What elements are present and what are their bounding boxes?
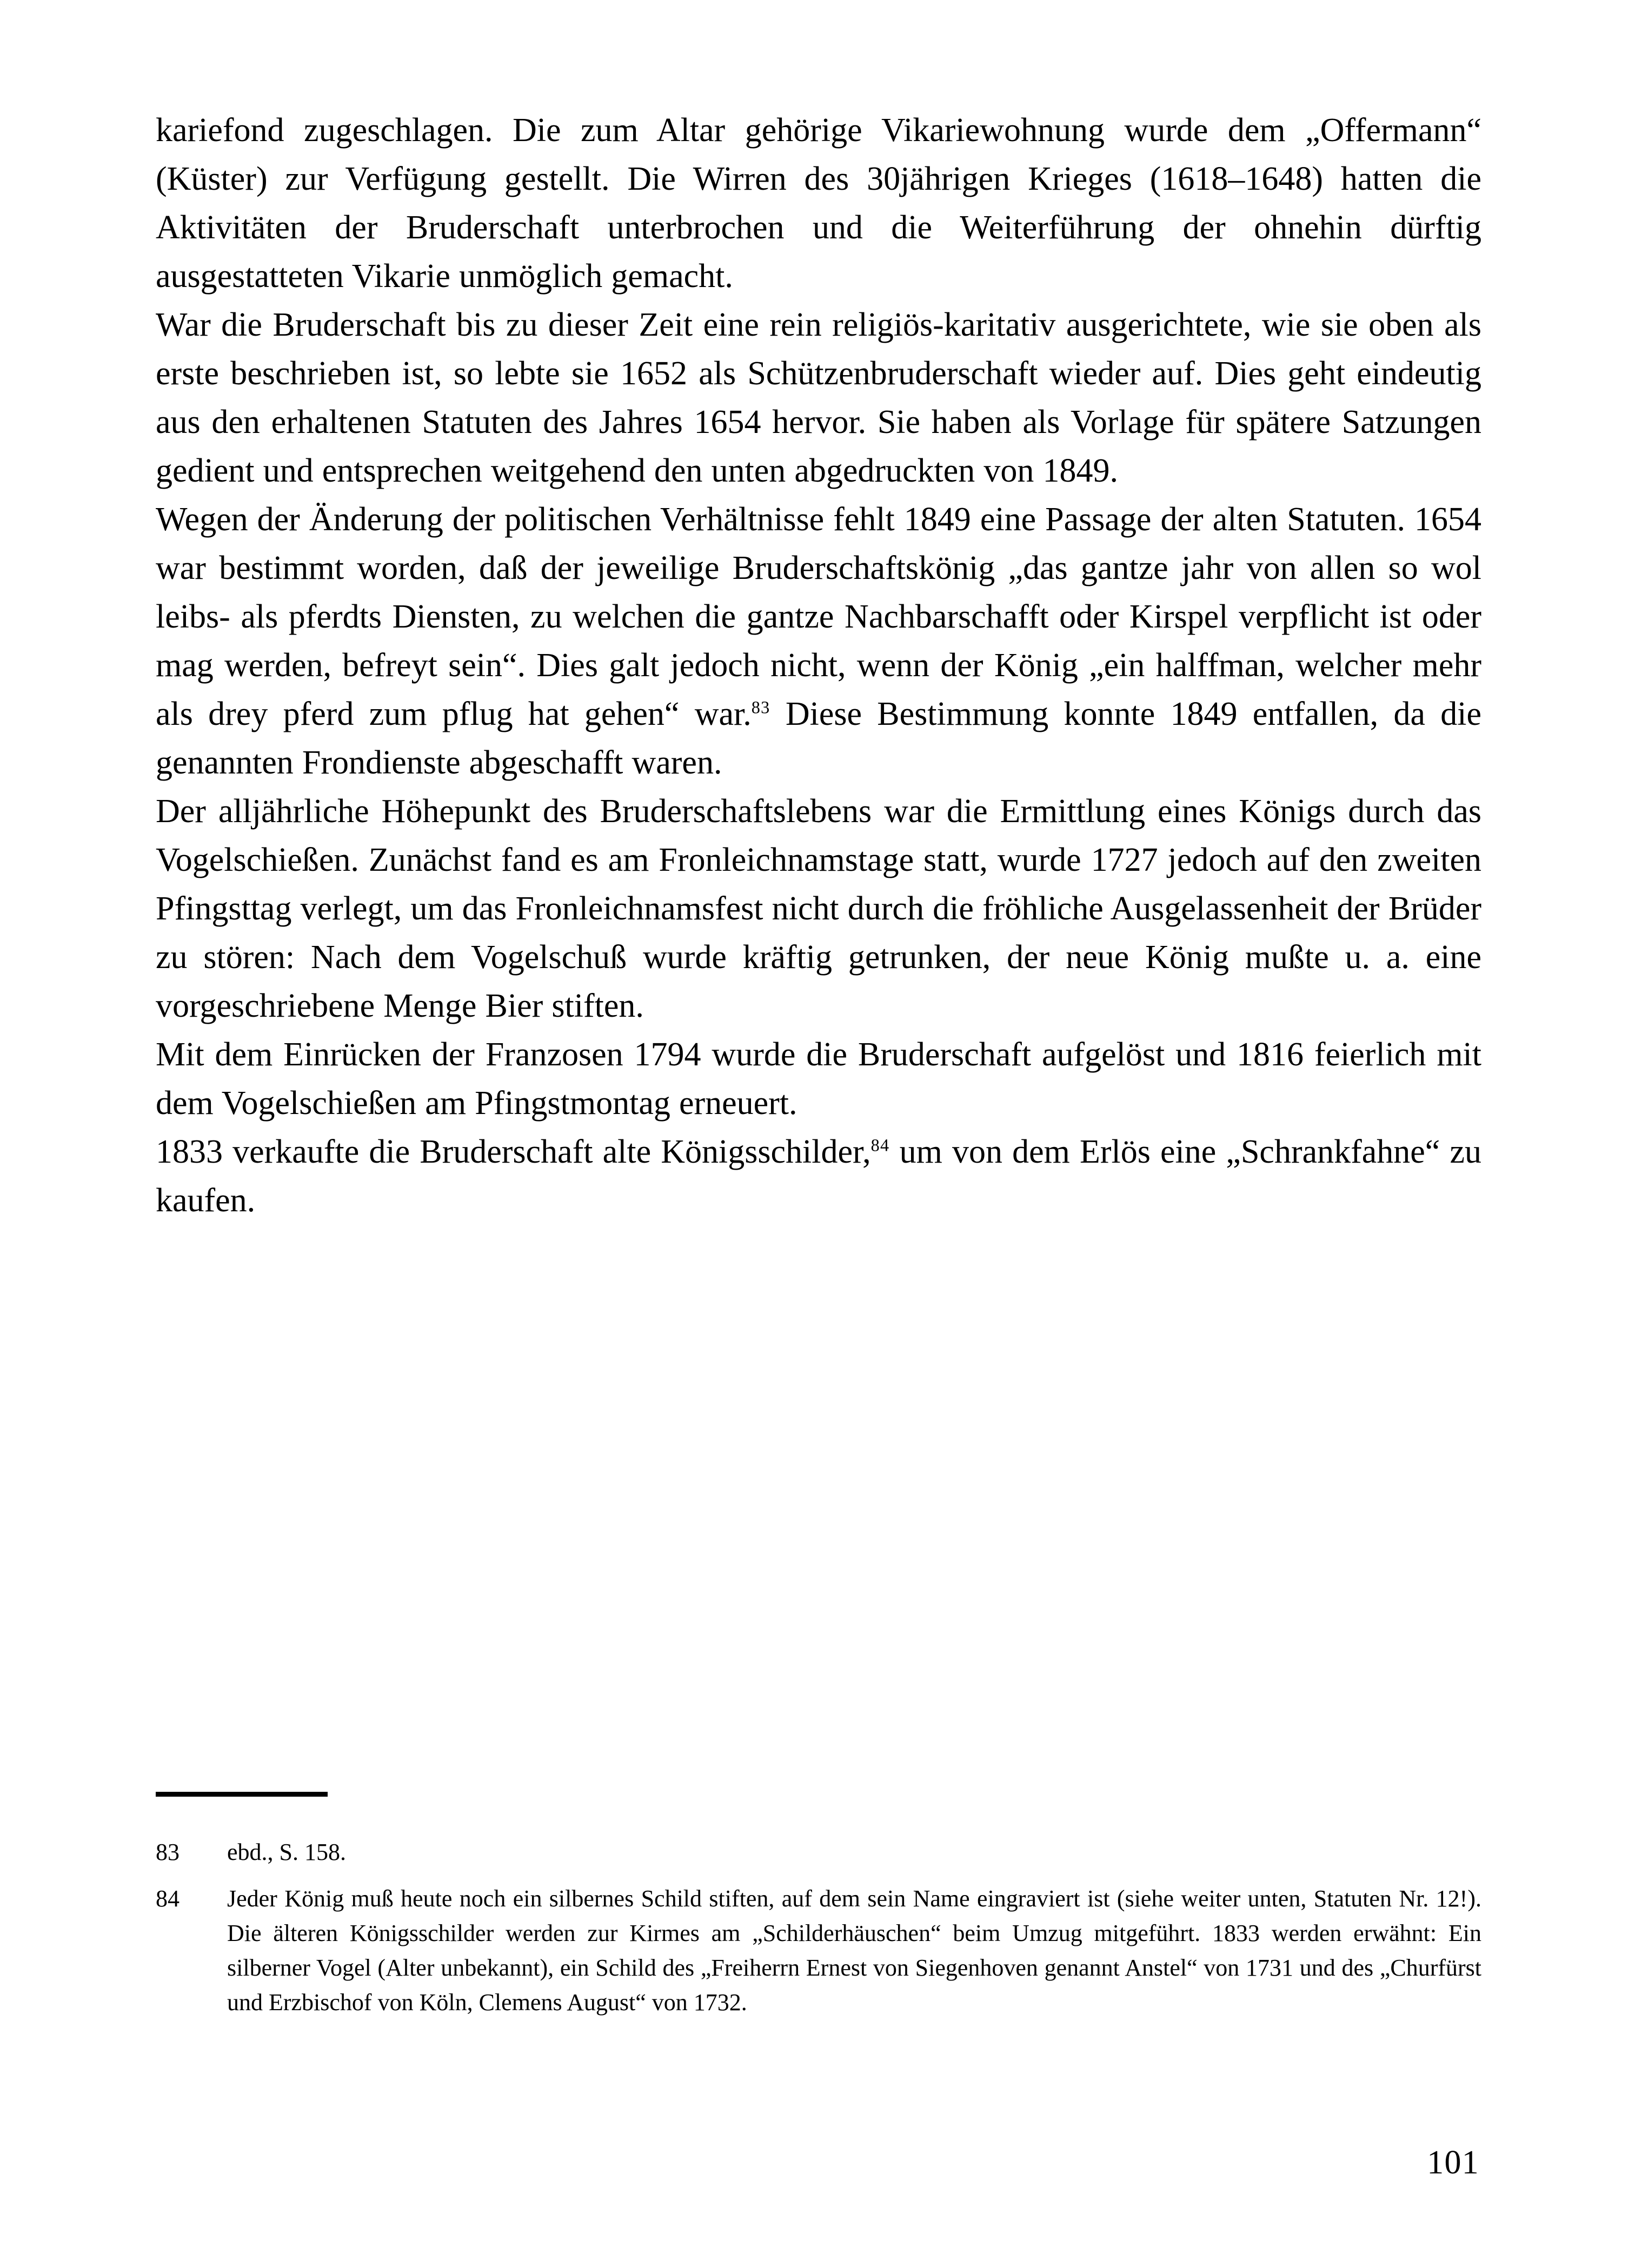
footnote-reference-84[interactable]: 84 <box>870 1135 890 1155</box>
paragraph-koenigsschilder-1833-text-before-footnote: 1833 verkaufte die Bruderschaft alte Königsschilder, <box>156 1133 871 1170</box>
footnote-reference-83[interactable]: 83 <box>751 697 770 717</box>
footnote-84-number: 84 <box>156 1885 180 1912</box>
footnote-83-number: 83 <box>156 1839 180 1865</box>
footnote-separator-rule <box>156 1792 328 1797</box>
paragraph-statuten-1849 <box>156 495 1481 787</box>
page-number: 101 <box>1427 2144 1479 2181</box>
body-text-column <box>156 106 1481 1225</box>
footnote-list <box>156 1835 1481 2032</box>
paragraph-statuten-1849-text-after-footnote: Diese Bestimmung konnte 1849 entfallen, da die genannten Frondienste abgeschafft waren. <box>156 696 1481 781</box>
footnote-84-text: Jeder König muß heute noch ein silbernes Schild stiften, auf dem sein Name eingraviert ist (siehe weiter unten, Statuten Nr. 12!). Die älteren Königsschilder werden zur Kirmes am „Schilderhäuschen“ beim Umzug mitgeführt. 1833 werden erwähnt: Ein silberner Vogel (Alter unbekannt), ein Schild des „Freiherrn Ernest von Siegenhoven genannt Anstel“ von 1731 und des „Churfürst und Erzbischof von Köln, Clemens August“ von 1732. <box>227 1885 1481 2016</box>
footnote-84 <box>156 1882 1481 2020</box>
paragraph-franzosen-1794: Mit dem Einrücken der Franzosen 1794 wurde die Bruderschaft aufgelöst und 1816 feierlich mit dem Vogelschießen am Pfingstmontag erneuert. <box>156 1036 1481 1122</box>
paragraph-schuetzenbruderschaft: War die Bruderschaft bis zu dieser Zeit eine rein religiös-karitativ ausgerichtete, wie sie oben als erste beschrieben ist, so lebte sie 1652 als Schützenbruderschaft wieder auf. Dies geht eindeutig aus den erhaltenen Statuten des Jahres 1654 hervor. Sie haben als Vorlage für spätere Satzungen gedient und entsprechen weitgehend den unten abgedruckten von 1849. <box>156 306 1481 489</box>
paragraph-koenigsschilder-1833 <box>156 1128 1481 1225</box>
paragraph-vikariewohnung: kariefond zugeschlagen. Die zum Altar gehörige Vikariewohnung wurde dem „Offermann“ (Küster) zur Verfügung gestellt. Die Wirren des 30jährigen Krieges (1618–1648) hatten die Aktivitäten der Bruderschaft unterbrochen und die Weiterführung der ohnehin dürftig ausgestatteten Vikarie unmöglich gemacht. <box>156 112 1481 295</box>
footnote-83-text: ebd., S. 158. <box>227 1839 346 1865</box>
paragraph-statuten-1849-text-before-footnote: Wegen der Änderung der politischen Verhältnisse fehlt 1849 eine Passage der alten Statuten. 1654 war bestimmt worden, daß der jeweilige Bruderschaftskönig „das gantze jahr von allen so wol leibs- als pferdts Diensten, zu welchen die gantze Nachbarschafft oder Kirspel verpflicht ist oder mag werden, befreyt sein“. Dies galt jedoch nicht, wenn der König „ein halffman, welcher mehr als drey pferd zum pflug hat gehen“ war. <box>156 501 1481 732</box>
paragraph-vogelschiessen: Der alljährliche Höhepunkt des Bruderschaftslebens war die Ermittlung eines Königs durch das Vogelschießen. Zunächst fand es am Fronleichnamstage statt, wurde 1727 jedoch auf den zweiten Pfingsttag verlegt, um das Fronleichnamsfest nicht durch die fröhliche Ausgelassenheit der Brüder zu stören: Nach dem Vogelschuß wurde kräftig getrunken, der neue König mußte u. a. eine vorgeschriebene Menge Bier stiften. <box>156 793 1481 1024</box>
paragraph-koenigsschilder-1833-text-after-footnote: um von dem Erlös eine „Schrankfahne“ zu kaufen. <box>156 1133 1481 1219</box>
footnote-83 <box>156 1835 1481 1870</box>
